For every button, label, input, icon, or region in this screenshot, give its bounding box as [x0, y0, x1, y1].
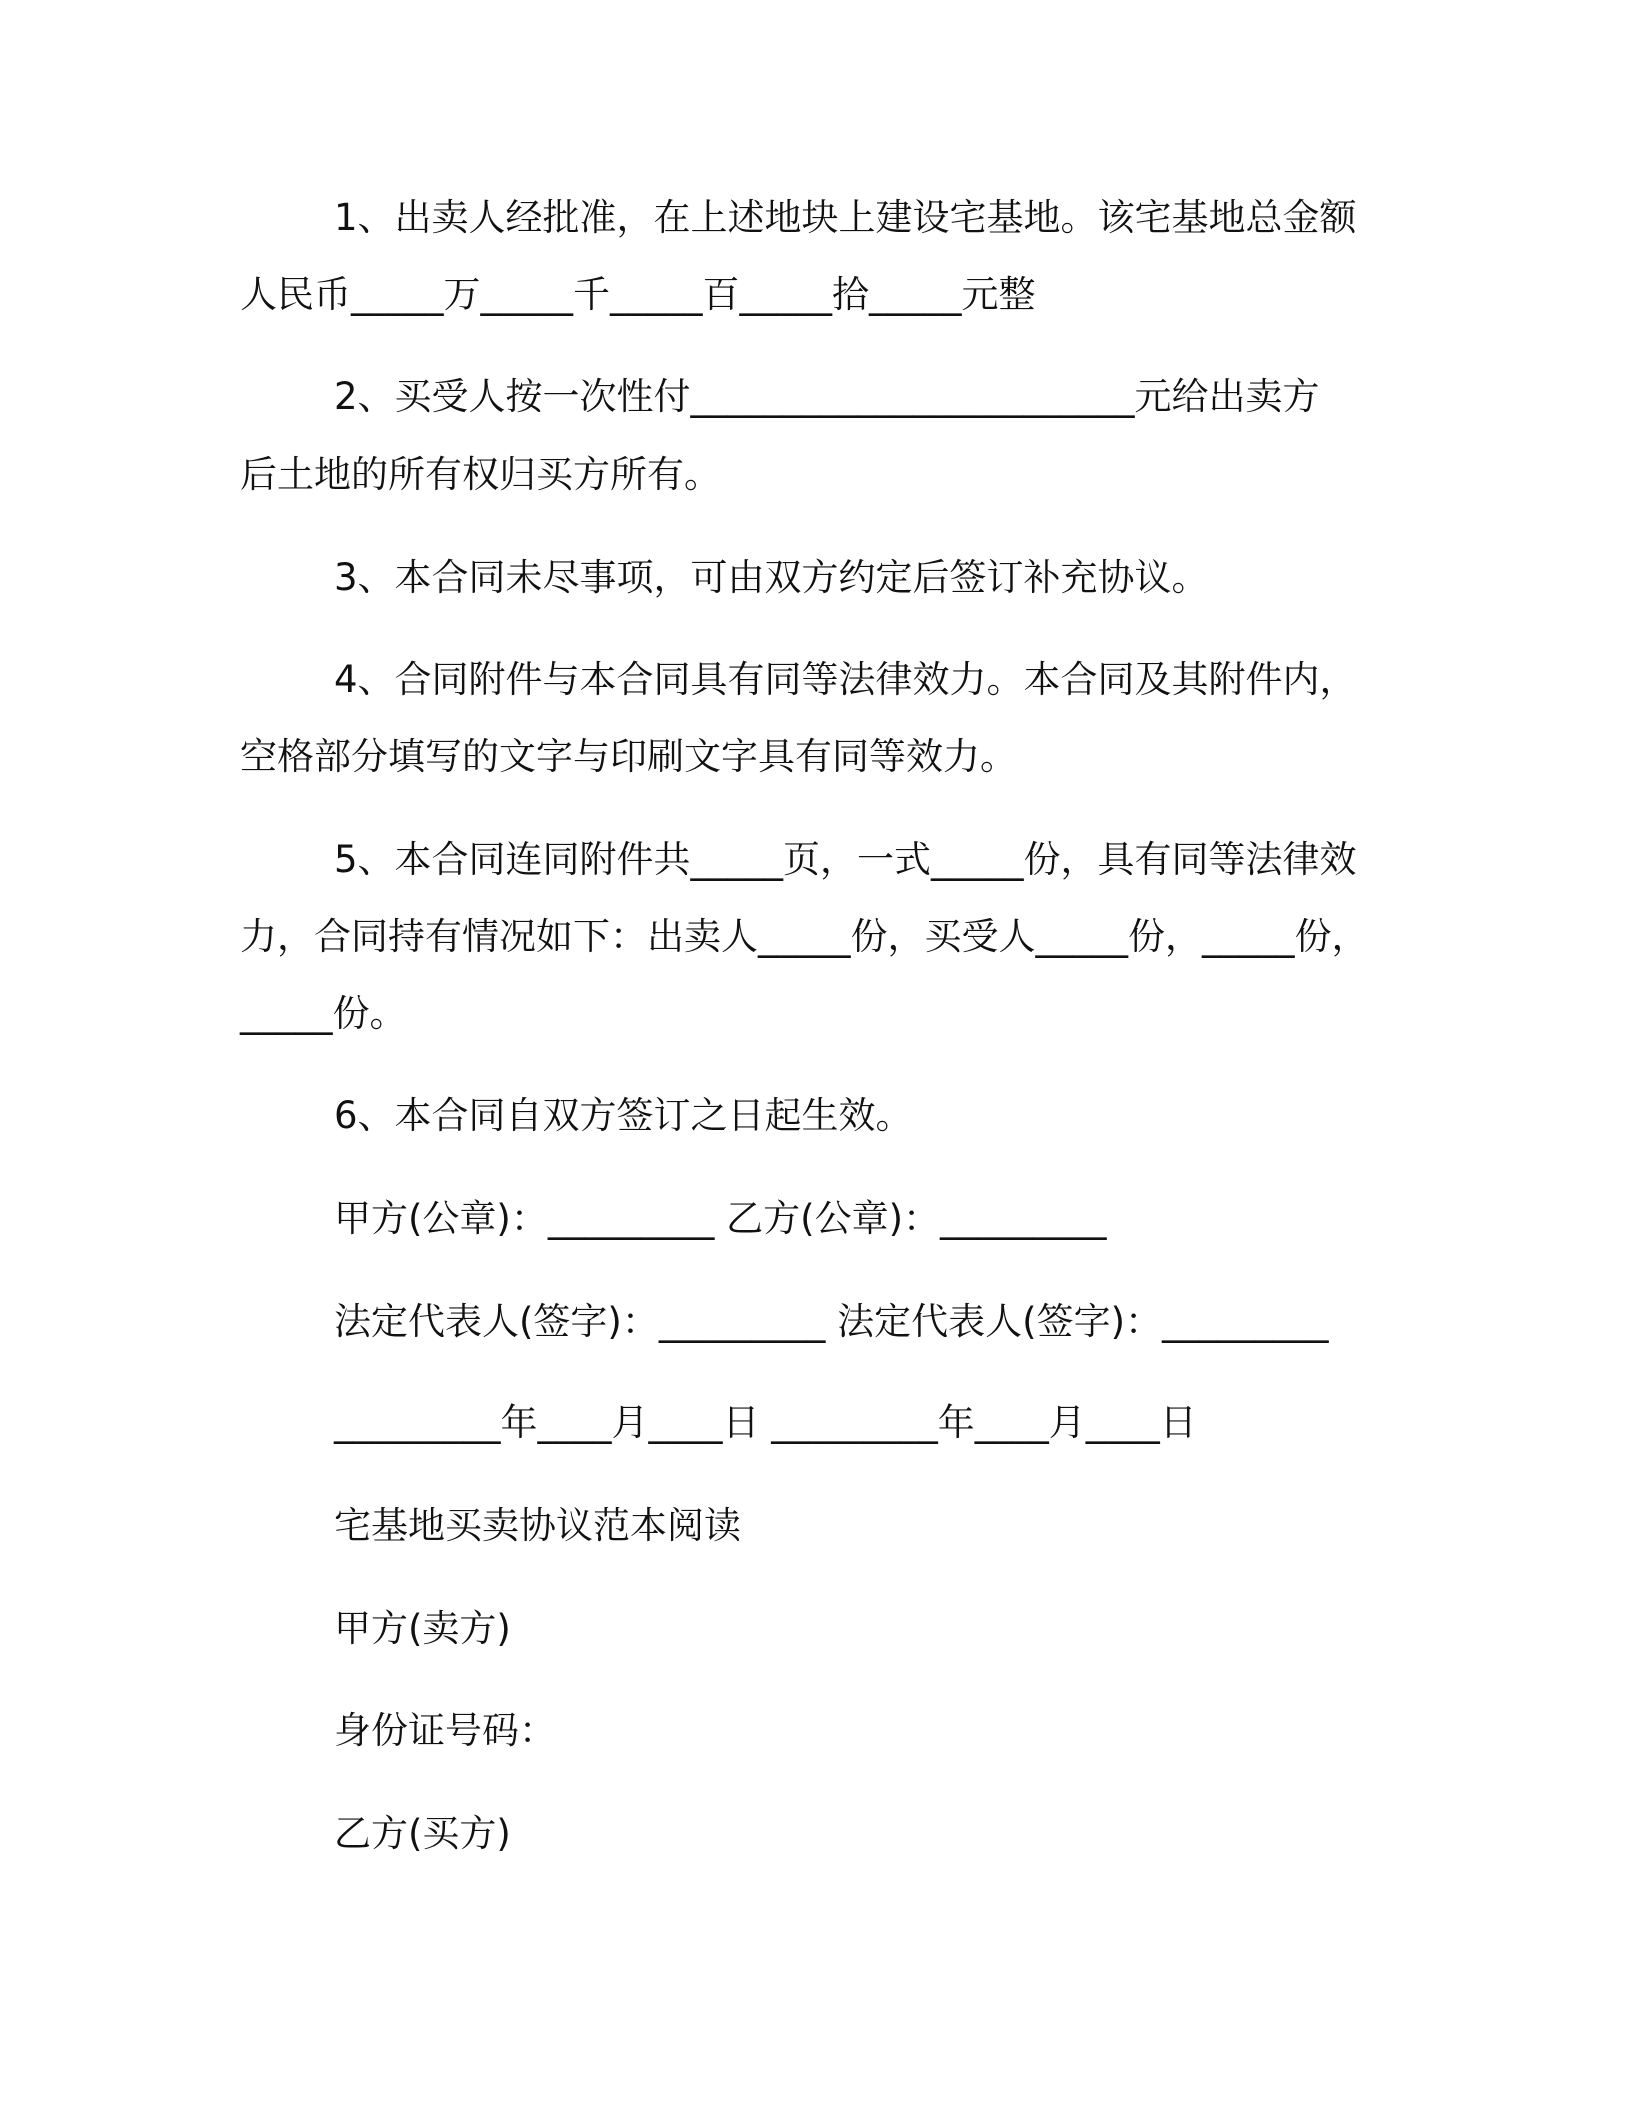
seal-line: 甲方(公章)：_________ 乙方(公章)：_________ [334, 1197, 1107, 1240]
clause-5-line-2: 力，合同持有情况如下：出卖人_____份，买受人_____份，_____份， [240, 915, 1369, 958]
clause-1-line-2: 人民币_____万_____千_____百_____拾_____元整 [240, 273, 1036, 316]
clause-6-line-1: 6、本合同自双方签订之日起生效。 [334, 1094, 913, 1137]
clause-3-line-1: 3、本合同未尽事项，可由双方约定后签订补充协议。 [334, 556, 1209, 599]
clause-4-line-1: 4、合同附件与本合同具有同等法律效力。本合同及其附件内， [334, 658, 1357, 701]
clause-4-line-2: 空格部分填写的文字与印刷文字具有同等效力。 [240, 735, 1017, 778]
section-title: 宅基地买卖协议范本阅读 [334, 1504, 741, 1547]
party-a-label: 甲方(卖方) [334, 1607, 511, 1650]
party-b-label: 乙方(买方) [334, 1812, 511, 1855]
representative-line: 法定代表人(签字)：_________ 法定代表人(签字)：_________ [334, 1300, 1329, 1343]
id-number-label: 身份证号码： [334, 1709, 556, 1752]
clause-2-line-2: 后土地的所有权归买方所有。 [240, 453, 721, 496]
clause-2-line-1: 2、买受人按一次性付________________________元给出卖方 [334, 375, 1320, 418]
clause-5-line-3: _____份。 [240, 992, 407, 1035]
clause-1-line-1: 1、出卖人经批准，在上述地块上建设宅基地。该宅基地总金额 [334, 196, 1357, 239]
clause-5-line-1: 5、本合同连同附件共_____页，一式_____份，具有同等法律效 [334, 838, 1357, 881]
date-line: _________年____月____日 _________年____月____日 [334, 1401, 1197, 1444]
